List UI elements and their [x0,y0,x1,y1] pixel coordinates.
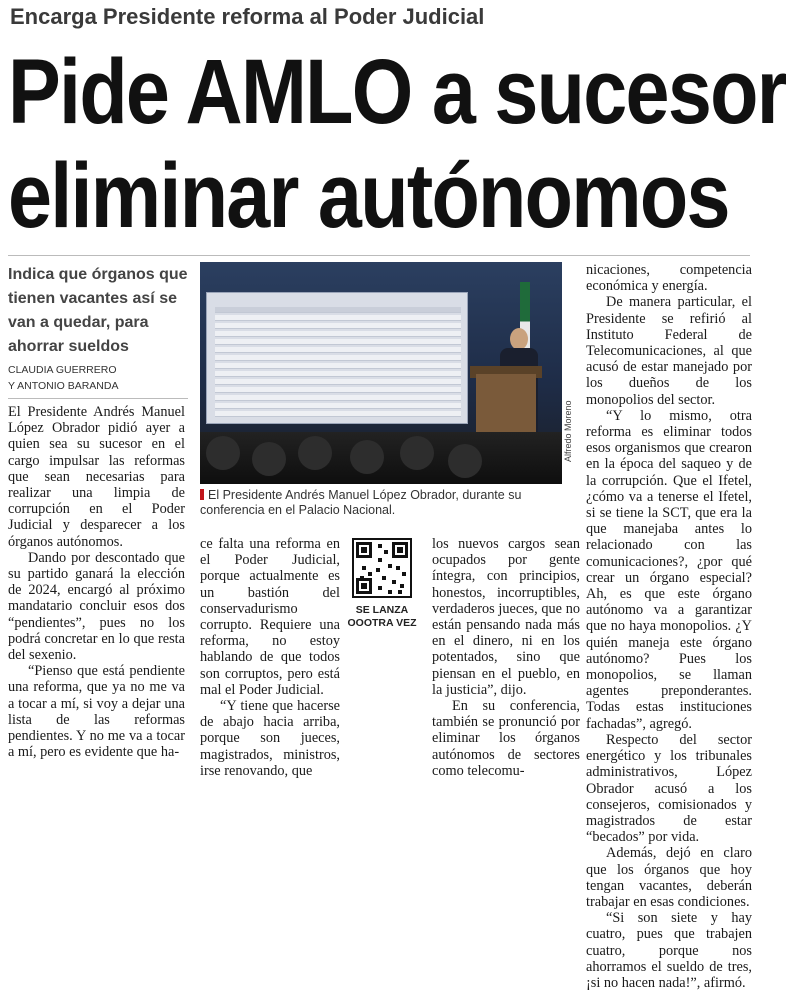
paragraph: Respecto del sector energético y los tribunales administrativos, López Obrador acusó a los consejeros, comisionados y magistrados de estar “becados” por vida. [586,731,752,846]
qr-code[interactable] [352,538,412,598]
article-column-2 [200,536,340,779]
paragraph: Dando por descontado que su partido ganará la elección de 2024, encargó al próximo mandatario concluir esos dos “pendientes”, pues no los podrá concretar en lo que resta del sexenio. [8,549,185,664]
article-column-1 [8,404,185,760]
byline-author-2: Y ANTONIO BARANDA [8,380,119,392]
divider [8,398,188,399]
photo-caption-text: El Presidente Andrés Manuel López Obrador, durante su conferencia en el Palacio Nacional. [200,488,522,517]
paragraph: ce falta una reforma en el Poder Judicial, porque actualmente es un bastión del conservadurismo corrupto. Requiere una reforma, no estoy hablando de que todos son corruptos, pero está mal el Poder Judicial. [200,536,340,698]
paragraph: “Pienso que está pendiente una reforma, que ya no me va a tocar a mí, si voy a dejar una lista de las reformas pendientes. Y no me va a tocar a mí, pero es evidente que ha- [8,663,185,761]
byline [8,362,188,394]
paragraph: “Si son siete y hay cuatro, pues que trabajen cuatro, porque nos ahorramos el sueldo de tres, ¡si no hacen nada!”, afirmó. [586,910,752,991]
paragraph: “Y lo mismo, otra reforma es eliminar todos esos organismos que crearon en la época del saqueo y de la corrupción. Que el Ifetel, ¿cómo va a tenerse el Ifetel, si se tiene la SCT, que era la que manejaba antes lo relacionado con las comunicaciones?, ¿por qué crear un órgano especial? Ah, es que este órgano autónomo va a garantizar que no haya monopolios. ¿Y quién maneja este órgano autónomo? Pues los monopolios, se llaman agentes preponderantes. Todas estas instituciones fachadas”, agregó. [586,407,752,732]
presentation-screen [206,292,468,424]
article-kicker: Encarga Presidente reforma al Poder Judicial [10,4,485,29]
photo-caption [200,488,562,518]
paragraph: “Y tiene que hacerse de abajo hacia arriba, porque son jueces, magistrados, ministros, irse renovando, que [200,698,340,779]
article-column-4 [586,262,752,991]
paragraph: Además, dejó en claro que los órganos que hoy tengan vacantes, deberán trabajar en esas condiciones. [586,845,752,910]
paragraph: los nuevos cargos sean ocupados por gente íntegra, con principios, honestos, incorruptibles, verdaderos jueces, que no están pensando nada más en el dinero, ni en los potentados, sino que piensan en el pueblo, en la justicia”, dijo. [432,536,580,698]
divider [8,255,750,256]
paragraph: De manera particular, el Presidente se refirió al Instituto Federal de Telecomunicaciones, al que acusó de estar manejado por los dueños de los monopolios del sector. [586,294,752,408]
caption-marker [200,489,204,500]
paragraph: El Presidente Andrés Manuel López Obrador pidió ayer a quien sea su sucesor en el cargo impulsar las reformas que sean necesarias para realizar una limpia de corrupción en el Poder Judicial y desparecer a los órganos autónomos. [8,404,185,550]
headline-line-1: Pide AMLO a sucesor [8,41,786,143]
paragraph: nicaciones, competencia económica y energía. [586,262,752,295]
qr-label: SE LANZA OOOTRA VEZ [347,604,417,629]
audience [200,432,562,484]
article-summary: Indica que órganos que tienen vacantes así se van a quedar, para ahorrar sueldos [8,266,188,355]
article-column-3 [432,536,580,779]
headline-line-2: eliminar autónomos [8,145,729,247]
byline-author-1: CLAUDIA GUERRERO [8,364,117,376]
paragraph: En su conferencia, también se pronunció por eliminar los órganos autónomos de sectores como telecomu- [432,698,580,779]
article-photo [200,262,562,484]
